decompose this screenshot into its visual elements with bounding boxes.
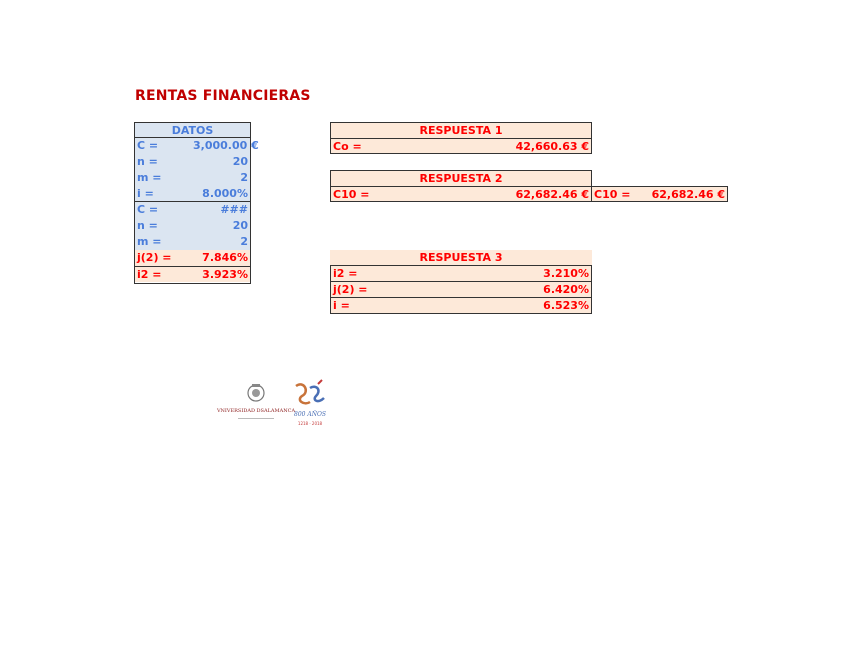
datos-row-value[interactable]: 3,000.00 € <box>193 139 259 152</box>
respuesta3-row-label[interactable]: i2 = <box>330 266 460 282</box>
respuesta1-value[interactable]: 42,660.63 € <box>460 138 592 154</box>
datos-row-value[interactable]: 2 <box>193 234 250 250</box>
datos-row-label[interactable]: i = <box>135 186 193 202</box>
respuesta1-label[interactable]: Co = <box>330 138 460 154</box>
respuesta2-value[interactable]: 62,682.46 € <box>460 186 592 202</box>
datos-row-value[interactable]: 20 <box>193 218 250 234</box>
anniversary-years-text: 1218 · 2018 <box>297 421 323 426</box>
datos-row-value[interactable]: 8.000% <box>193 186 250 202</box>
datos-row-label[interactable]: m = <box>135 234 193 250</box>
datos-row-value[interactable]: 3.923% <box>193 266 250 282</box>
respuesta2-extra-value[interactable]: 62,682.46 € <box>640 186 728 202</box>
datos-header[interactable]: DATOS <box>134 122 251 138</box>
datos-row-value[interactable]: 2 <box>193 170 250 186</box>
respuesta3-header[interactable]: RESPUESTA 3 <box>330 250 592 266</box>
datos-row-label[interactable]: n = <box>135 218 193 234</box>
respuesta3-row-value[interactable]: 6.523% <box>460 298 592 314</box>
respuesta1-header[interactable]: RESPUESTA 1 <box>330 122 592 138</box>
anniversary-emblem-icon <box>288 378 332 428</box>
university-logo <box>216 382 296 428</box>
university-crest-icon <box>216 382 296 428</box>
respuesta3-row-value[interactable]: 3.210% <box>460 266 592 282</box>
respuesta2-label[interactable]: C10 = <box>330 186 460 202</box>
datos-row-label[interactable]: m = <box>135 170 193 186</box>
anniversary-logo <box>288 378 332 428</box>
datos-divider <box>134 201 251 202</box>
university-logo-text: VNIVERSIDAD DSALAMANCA <box>216 408 296 414</box>
respuesta2-extra-label[interactable]: C10 = <box>592 186 640 202</box>
anniversary-logo-text: 800 AÑOS <box>294 411 326 418</box>
datos-row-label[interactable]: C = <box>135 138 193 154</box>
datos-row-value[interactable]: ### <box>193 202 250 218</box>
datos-row-value[interactable]: 20 <box>193 154 250 170</box>
datos-row-label[interactable]: j(2) = <box>135 250 193 266</box>
respuesta3-row-label[interactable]: i = <box>330 298 460 314</box>
datos-row-label[interactable]: i2 = <box>135 266 193 282</box>
respuesta3-row-value[interactable]: 6.420% <box>460 282 592 298</box>
respuesta3-row-label[interactable]: j(2) = <box>330 282 460 298</box>
respuesta2-header[interactable]: RESPUESTA 2 <box>330 170 592 186</box>
datos-row-value[interactable]: 7.846% <box>193 250 250 266</box>
datos-row-label[interactable]: n = <box>135 154 193 170</box>
page-title: RENTAS FINANCIERAS <box>135 88 311 104</box>
datos-row-label[interactable]: C = <box>135 202 193 218</box>
